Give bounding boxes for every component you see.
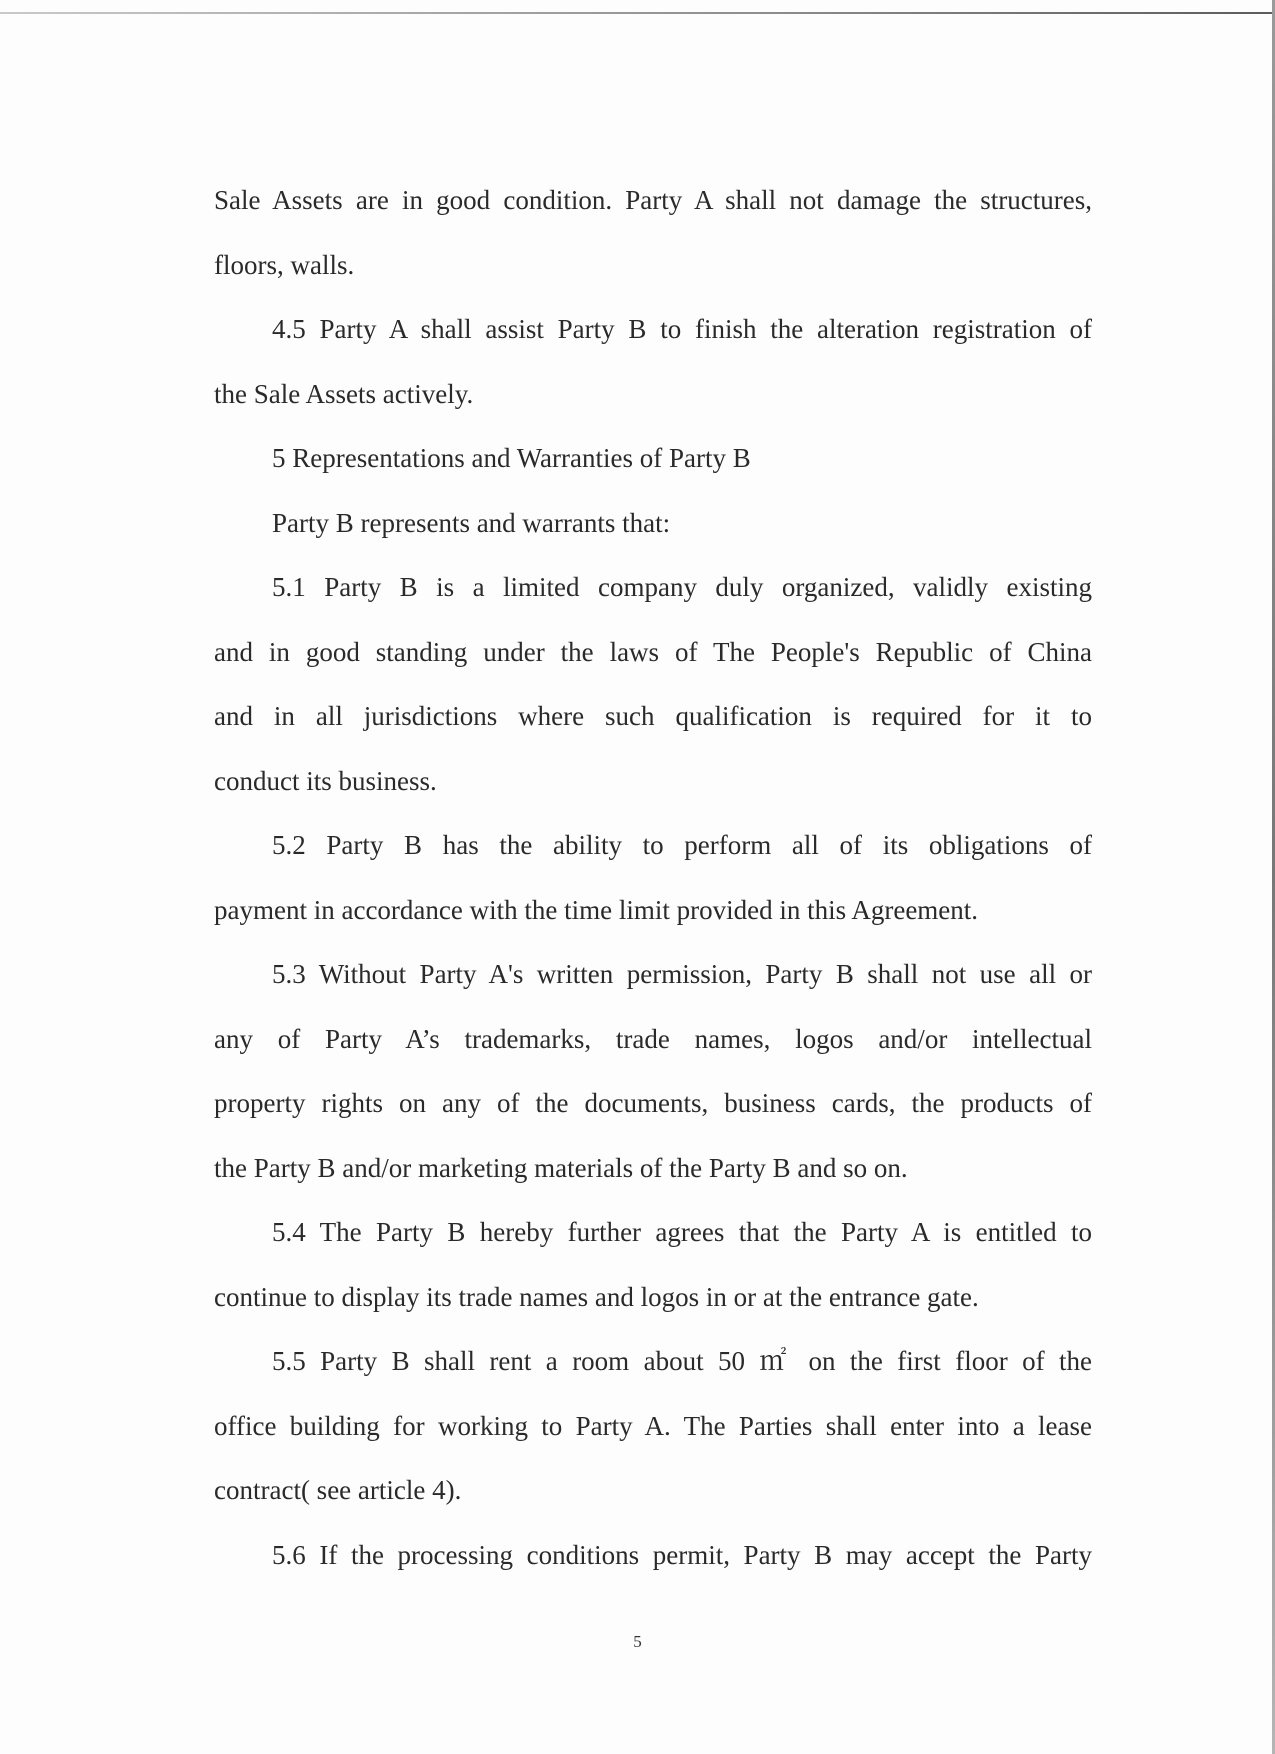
text-line: 5.6 If the processing conditions permit, Party B may accept the Party (272, 1539, 1092, 1570)
text-line: contract( see article 4). (214, 1475, 462, 1505)
text-line: floors, walls. (214, 249, 355, 280)
text-line: and in all jurisdictions where such qualification is required for it to (214, 701, 1092, 731)
text-line: the Sale Assets actively. (214, 378, 474, 409)
text-line: conduct its business. (214, 765, 437, 796)
text-line: 5.4 The Party B hereby further agrees that the Party A is entitled to (272, 1217, 1092, 1247)
text-line: Sale Assets are in good condition. Party A shall not damage the structures, (214, 185, 1092, 215)
text-line: 5.5 Party B shall rent a room about 50 ㎡ on the first floor of the (272, 1346, 1092, 1376)
text-line: and in good standing under the laws of The People's Republic of China (214, 636, 1092, 667)
text-line: 5.1 Party B is a limited company duly organized, validly existing (272, 572, 1092, 602)
text-line: any of Party A’s trademarks, trade names, logos and/or intellectual (214, 1023, 1092, 1054)
text-line: the Party B and/or marketing materials of the Party B and so on. (214, 1152, 908, 1183)
text-line: 5.2 Party B has the ability to perform all of its obligations of (272, 830, 1092, 860)
text-line: property rights on any of the documents, business cards, the products of (214, 1088, 1092, 1118)
text-line: 5 Representations and Warranties of Party B (272, 443, 751, 473)
text-line: 5.3 Without Party A's written permission, Party B shall not use all or (272, 959, 1092, 989)
text-line: payment in accordance with the time limit provided in this Agreement. (214, 894, 979, 925)
page-number: 5 (633, 1632, 642, 1651)
text-line: continue to display its trade names and logos in or at the entrance gate. (214, 1281, 979, 1312)
scan-top-edge (0, 12, 1275, 14)
text-line: Party B represents and warrants that: (272, 507, 671, 538)
text-line: office building for working to Party A. The Parties shall enter into a lease (214, 1410, 1092, 1441)
text-line: 4.5 Party A shall assist Party B to finish the alteration registration of (272, 314, 1092, 344)
document-body (214, 168, 1092, 1587)
